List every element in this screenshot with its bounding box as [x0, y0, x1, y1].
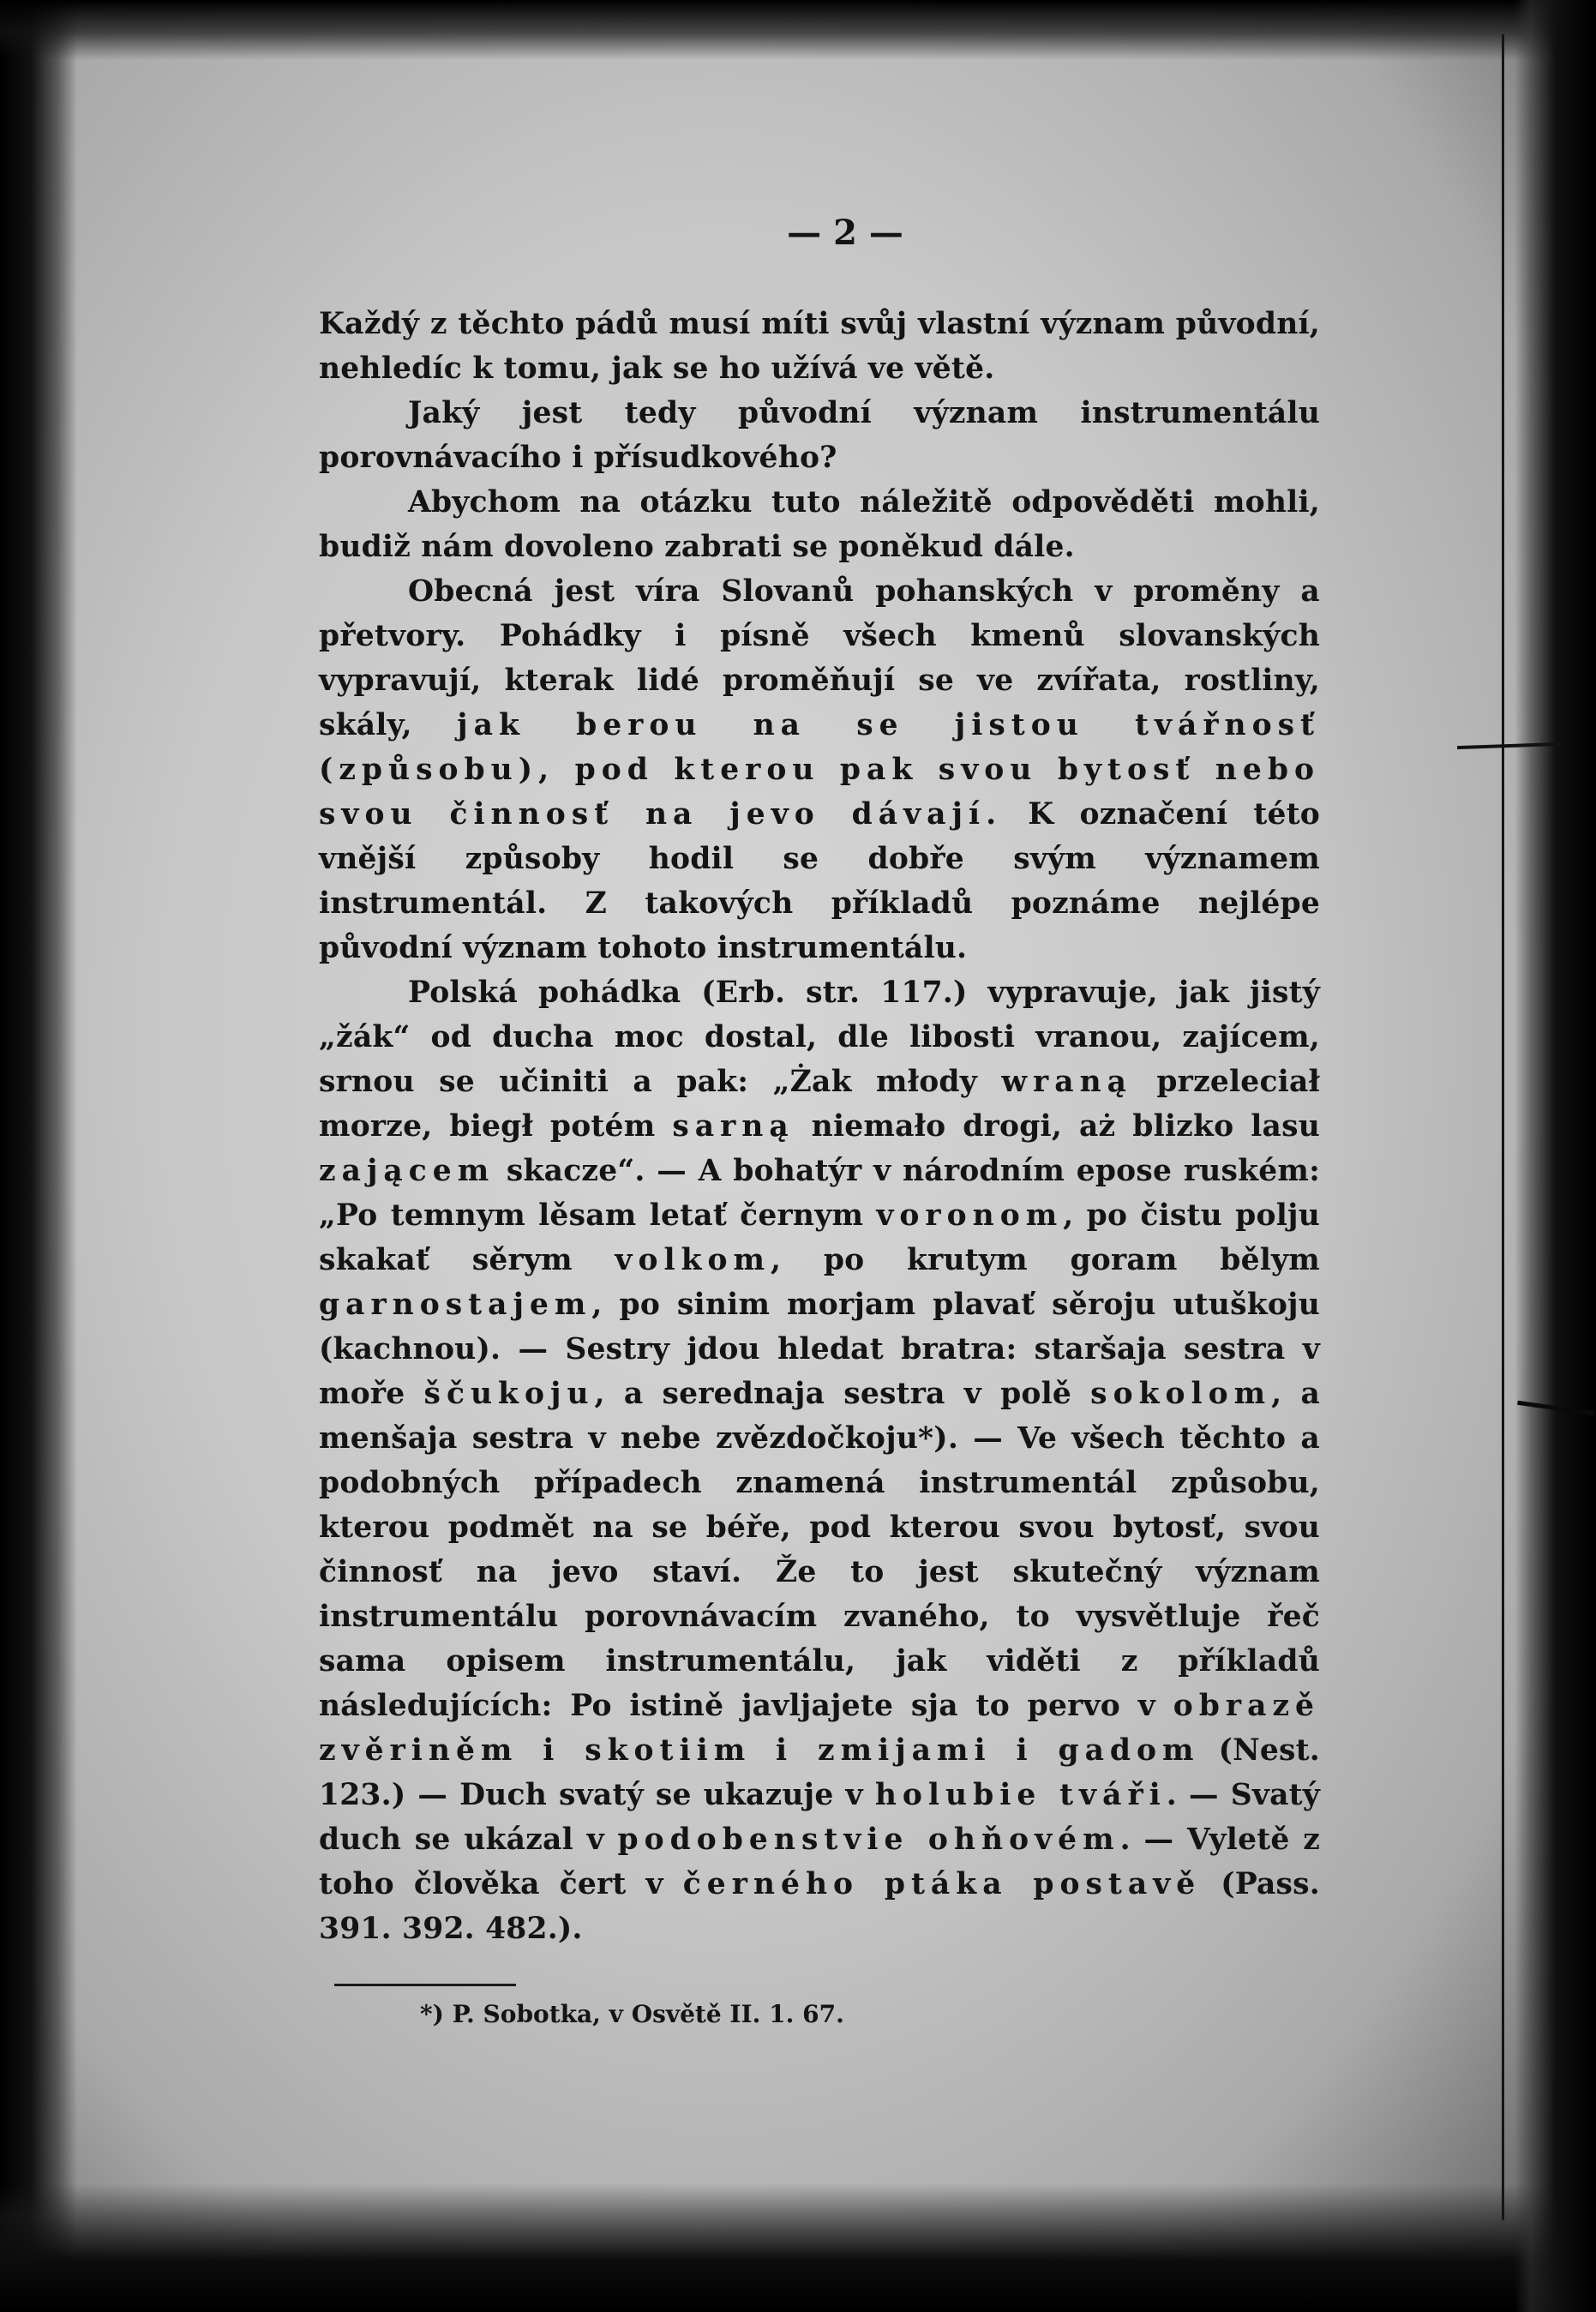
emphasized-text: černého ptáka postavě [682, 1867, 1202, 1901]
paragraph [319, 480, 1320, 569]
text-segment: K označení této vnější způsoby hodil se dobře svým významem instrumentál. Z takových příkladů poznáme nejlépe původní význam tohoto instrumentálu. [319, 797, 1320, 965]
text-segment: niemało drogi, aż blizko lasu [794, 1109, 1320, 1144]
text-segment: Abychom na otázku tuto náležitě odpověděti mohli, budiž nám dovoleno zabrati se poněkud dále. [319, 485, 1320, 564]
emphasized-text: sokolom [1090, 1377, 1272, 1411]
page-content [319, 213, 1320, 2031]
footnote-rule [334, 1984, 516, 1986]
emphasized-text: volkom [615, 1243, 771, 1277]
paragraph [319, 302, 1320, 391]
body-text [319, 302, 1320, 1951]
emphasized-text: wraną [1001, 1065, 1133, 1099]
emphasized-text: obrazě zvěriněm i skotiim i zmijami i gadom [319, 1689, 1320, 1768]
footnote: *) P. Sobotka, v Osvětě II. 1. 67. [420, 2000, 844, 2028]
text-segment: skacze“. — A bohatýr v národním epose ruském: „Po temnym lěsam letať černym [319, 1154, 1320, 1233]
text-segment: przeleciał morze, biegł potém [319, 1065, 1321, 1144]
emphasized-text: zającem [319, 1154, 495, 1188]
emphasized-text: podobenstvie ohňovém [617, 1823, 1120, 1857]
text-segment: , po sinim morjam plavať sěroju utuškoju (kachnou). — Sestry jdou hledat bratra: staršaja sestra v moře [319, 1288, 1320, 1411]
text-segment: , a serednaja sestra v polě [594, 1377, 1091, 1411]
emphasized-text: voronom [876, 1198, 1064, 1233]
emphasized-text: ščukoju [423, 1377, 595, 1411]
page-number: — 2 — [787, 213, 903, 253]
emphasized-text: jak berou na se jistou tvářnosť (způsobu), pod kterou pak svou bytosť nebo svou činnosť na jevo dávají. [319, 708, 1320, 832]
paragraph [319, 391, 1320, 480]
text-segment: , po krutym goram bělym [771, 1243, 1320, 1277]
scan-edge-bottom [0, 2183, 1596, 2312]
scan-edge-left [0, 0, 77, 2312]
text-segment: , po čistu polju skakať sěrym [319, 1198, 1320, 1277]
paragraph [319, 569, 1320, 970]
text-segment: Každý z těchto pádů musí míti svůj vlastní význam původní, nehledíc k tomu, jak se ho užívá ve větě. [319, 307, 1320, 386]
text-segment: Jaký jest tedy původní význam instrumentálu porovnávacího i přísudkového? [319, 396, 1320, 475]
text-segment: (Nest. 123.) — Duch svatý se ukazuje v [319, 1733, 1320, 1812]
emphasized-text: holubie tváři [874, 1778, 1167, 1812]
emphasized-text: sarną [672, 1109, 795, 1144]
text-segment: Obecná jest víra Slovanů pohanských v proměny a přetvory. Pohádky i písně všech kmenů slovanských vypravují, kterak lidé proměňují se ve zvířata, rostliny, skály, [319, 574, 1320, 742]
text-segment: Polská pohádka (Erb. str. 117.) vypravuje, jak jistý „žák“ od ducha moc dostal, dle libosti vranou, zajícem, srnou se učiniti a pak: „Żak młody [319, 976, 1320, 1099]
paragraph [319, 970, 1320, 1951]
page-fold-line [1502, 34, 1504, 2220]
text-segment: . — Svatý duch se ukázal v [319, 1778, 1321, 1857]
text-segment: . — Vyletě z toho člověka čert v [319, 1823, 1320, 1901]
scan-edge-top [0, 0, 1596, 60]
text-segment: (Pass. 391. 392. 482.). [319, 1867, 1320, 1946]
scan-edge-right [1515, 0, 1596, 2312]
emphasized-text: garnostajem [319, 1288, 592, 1322]
text-segment: , a menšaja sestra v nebe zvězdočkoju*). — Ve všech těchto a podobných případech znamená instrumentál způsobu, kterou podmět na se béře, pod kterou svou bytosť, svou činnosť na jevo staví. Že to jest skutečný význam instrumentálu porovnávacím zvaného, to vysvětluje řeč sama opisem instrumentálu, jak viděti z příkladů následujících: Po istině javljajete sja to pervo v [319, 1377, 1320, 1723]
